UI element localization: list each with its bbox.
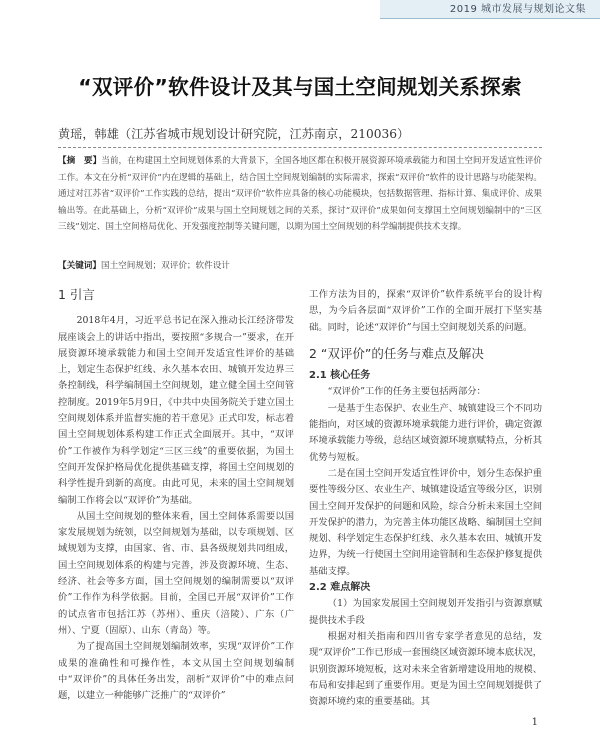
sub1-paragraph-1: “双评价”工作的任务主要包括两部分：	[327, 386, 486, 398]
paper-title: “双评价”软件设计及其与国土空间规划关系探索	[78, 75, 522, 99]
keywords	[58, 259, 542, 271]
abstract	[58, 153, 542, 236]
sub2-paragraph-1: （1）为国家发展国土空间规划开发指引与资源禀赋提供技术手段	[309, 598, 542, 626]
sub1-paragraph-2: 一是基于生态保护、农业生产、城镇建设三个不同功能指向，对区域的资源环境承载能力进行评价，确定资源环境承载能力等级，总结区域资源环境禀赋特点，分析其优势与短板。	[309, 402, 542, 463]
abstract-label: 【摘 要】	[58, 156, 102, 166]
right-intro-paragraph: 工作方法为目的，探索“双评价”软件系统平台的设计构思，为今后各层面“双评价”工作的全面开展打下坚实基础。同时，论述“双评价”与国土空间规划关系的问题。	[309, 289, 542, 333]
sub1-paragraph-3: 二是在国土空间开发适宜性评价中，划分生态保护重要性等级分区、农业生产、城镇建设适宜等级分区，识别国土空间开发保护的问题和风险，综合分析未来国土空间开发保护的潜力，为完善主体功能区战略、编制国土空间规划、科学划定生态保护红线、永久基本农田、城镇开发边界，为统一行使国土空间用途管制和生态保护修复提供基础支撑。	[309, 467, 542, 577]
abstract-text: 当前，在构建国土空间规划体系的大背景下，全国各地区都在积极开展资源环境承载能力和国土空间开发适宜性评价工作。本文在分析“双评价”内在逻辑的基础上，结合国土空间规划编制的实际需求，探索“双评价”软件的设计思路与功能架构。通过对江苏省“双评价”工作实践的总结，提出“双评价”软件应具备的核心功能模块，包括数据管理、指标计算、集成评价、成果输出等。在此基础上，分析“双评价”成果与国土空间规划之间的关系，探讨“双评价”成果如何支撑国土空间规划编制中的“三区三线”划定、国土空间格局优化、开发强度控制等关键问题，以期为国土空间规划的科学编制提供技术支撑。	[58, 156, 542, 233]
intro-paragraph-1: 2018年4月，习近平总书记在深入推动长江经济带发展座谈会上的讲话中指出，要按照“多规合一”要求，在开展资源环境承载能力和国土空间开发适宜性评价的基础上，划定生态保护红线、永久基本农田、城镇开发边界三条控制线，科学编制国土空间规划，建立健全国土空间管控制度。2019年5月9日，《中共中央国务院关于建立国土空间规划体系并监督实施的若干意见》正式印发，标志着国土空间规划体系构建工作正式全面展开。其中，“双评价”工作被作为科学划定“三区三线”的重要依据，为国土空间开发保护格局优化提供基础支撑，将国土空间规划的科学性提升到新的高度。由此可见，未来的国土空间规划编制工作将会以“双评价”为基础。	[58, 315, 294, 506]
subsection-heading-2-2: 2.2 难点解决	[309, 582, 371, 594]
keywords-text: 国土空间规划；双评价；软件设计	[100, 261, 230, 271]
keywords-label: 【关键词】	[58, 261, 101, 271]
section-heading-2: 2 “双评价”的任务与难点及解决	[309, 345, 484, 361]
separator	[58, 147, 542, 148]
author-line: 黄瑶，韩雄（江苏省城市规划设计研究院，江苏南京，210036）	[58, 127, 410, 141]
section-heading-intro: 1 引言	[58, 287, 95, 302]
intro-paragraph-3: 为了提高国土空间规划编制效率，实现“双评价”工作成果的准确性和可操作性，本文从国土空间规划编制中“双评价”的具体任务出发，剖析“双评价”中的难点问题，以建立一种能够广泛推广的“双评价”	[58, 641, 294, 702]
right-column	[309, 287, 542, 710]
page-number: 1	[531, 717, 538, 728]
subsection-heading-2-1: 2.1 核心任务	[309, 370, 371, 382]
sub2-paragraph-2: 根据对相关指南和四川省专家学者意见的总结，发现“双评价”工作已形成一套围绕区域资源环境本底状况，识别资源环境短板，这对未来全省新增建设用地的规模、布局和安排起到了重要作用。更是为国土空间规划提供了资源环境约束的重要基础。其	[309, 630, 542, 708]
left-column	[58, 287, 294, 704]
running-header: 2019 城市发展与规划论文集	[380, 0, 600, 19]
intro-paragraph-2: 从国土空间规划的整体来看，国土空间体系需要以国家发展规划为统领，以空间规划为基础，以专项规划、区域规划为支撑，由国家、省、市、县各级规划共同组成，国土空间规划体系的构建与完善，涉及资源环境、生态、经济、社会等多方面，国土空间规划的编制需要以“双评价”工作作为科学依据。目前，全国已开展“双评价”工作的试点省市包括江苏（苏州）、重庆（涪陵）、广东（广州）、宁夏（固原）、山东（青岛）等。	[58, 510, 294, 636]
